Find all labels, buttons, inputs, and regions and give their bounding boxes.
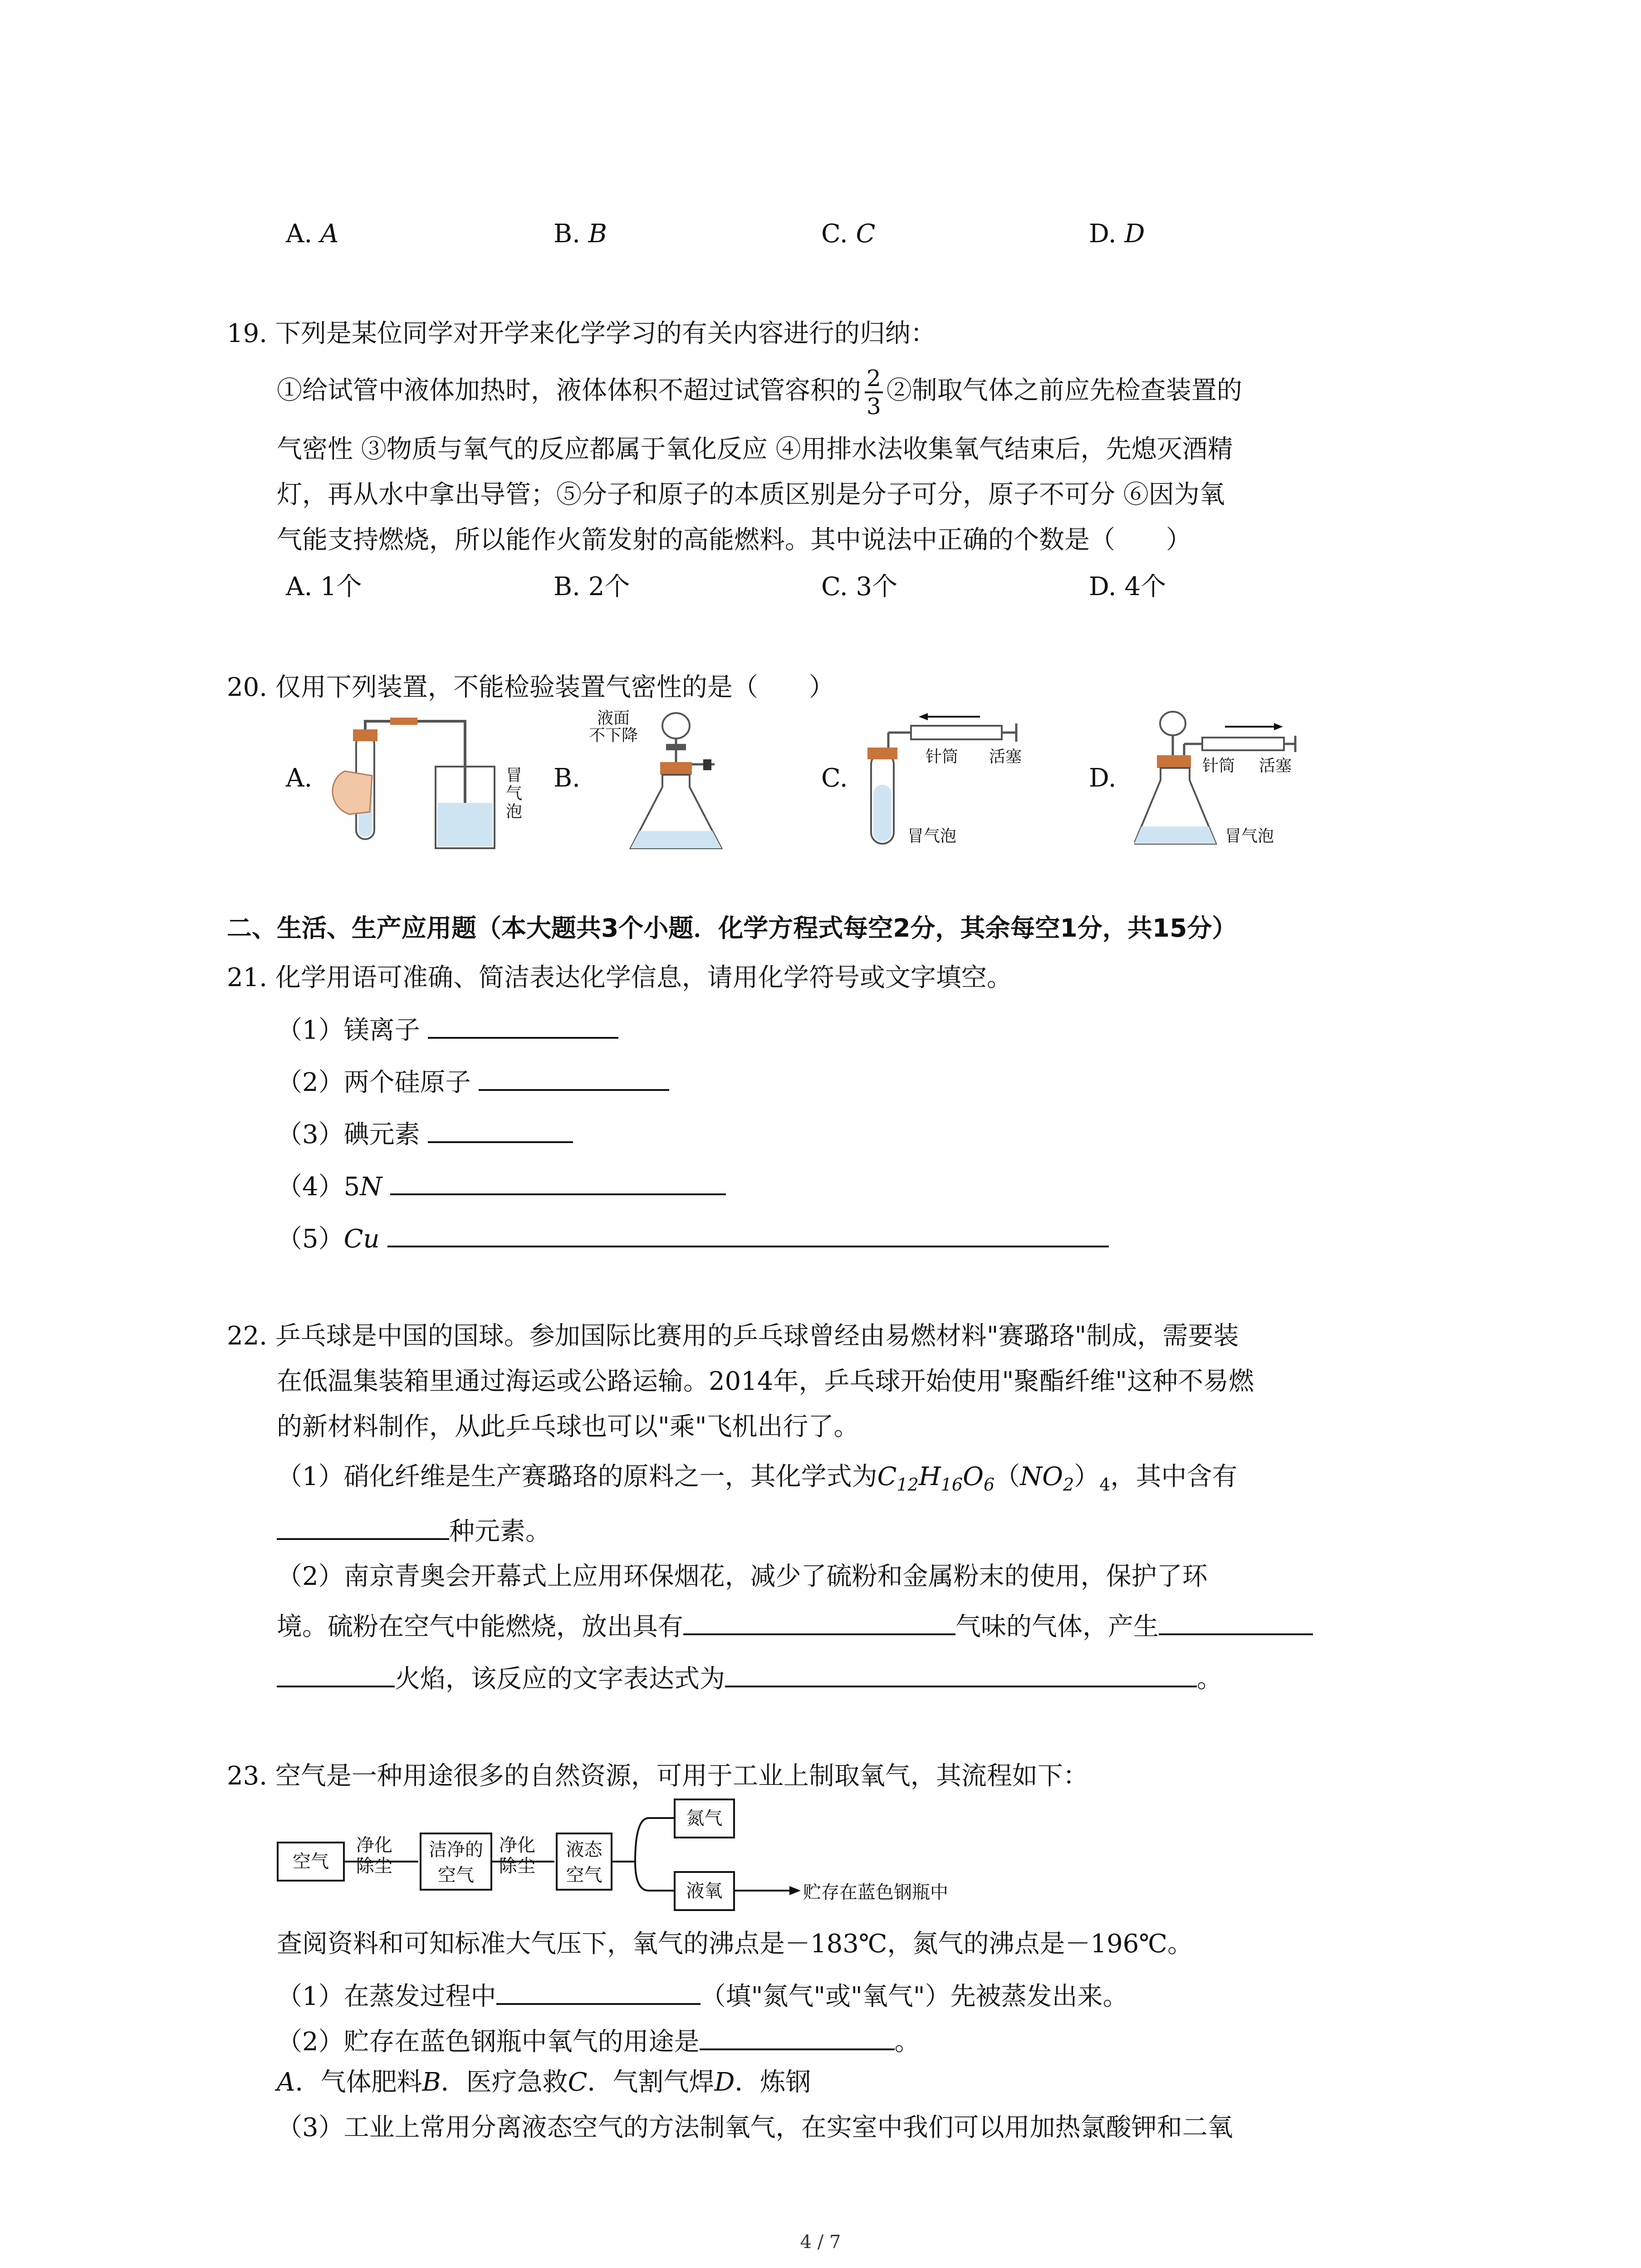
q19-option-d: D. 4个 xyxy=(1089,572,1166,601)
answer-blank[interactable] xyxy=(428,1012,618,1039)
q22-part2-line3: 火焰，该反应的文字表达式为 。 xyxy=(277,1660,1222,1696)
q22-part1: （1）硝化纤维是生产赛璐珞的原料之一，其化学式为$C_{12}H_{16}O_6(NO_2)_4$，其中含有 xyxy=(277,1462,1238,1495)
q21-item-5: （5）Cu xyxy=(277,1220,1109,1256)
fraction-two-thirds: $\frac{2}{3}$ xyxy=(865,365,883,420)
q23-stem: 23. 空气是一种用途很多的自然资源，可用于工业上制取氧气，其流程如下： xyxy=(227,1761,1088,1791)
apparatus-c-bubble-label: 冒气泡 xyxy=(907,827,957,846)
section-2-heading: 二、生活、生产应用题（本大题共3个小题．化学方程式每空2分，其余每空1分，共15分） xyxy=(227,914,1237,943)
q21-item-2: （2）两个硅原子 xyxy=(277,1064,669,1099)
q18-option-a: A. A xyxy=(286,219,339,249)
apparatus-a-caption: 冒 气 泡 xyxy=(506,766,523,821)
apparatus-d-image xyxy=(1134,708,1307,857)
q22-line1: 22. 乒乓球是中国的国球。参加国际比赛用的乒乓球曾经由易燃材料"赛璐珞"制成，需要装 xyxy=(227,1321,1239,1351)
q20-label-a: A. xyxy=(286,763,313,793)
q20-label-d: D. xyxy=(1089,763,1117,793)
flow-nitrogen-box: 氮气 xyxy=(674,1799,735,1838)
apparatus-d-plunger-label: 活塞 xyxy=(1259,757,1292,775)
q19-stem: 19. 下列是某位同学对开学来化学学习的有关内容进行的归纳： xyxy=(227,319,936,348)
page-number: 4 / 7 xyxy=(800,2232,841,2253)
q19-line4: 灯，再从水中拿出导管；⑤分子和原子的本质区别是分子可分，原子不可分 ⑥因为氧 xyxy=(277,480,1225,509)
flow-air-box: 空气 xyxy=(277,1842,345,1882)
q23-info: 查阅资料和可知标准大气压下，氧气的沸点是－183℃，氮气的沸点是－196℃。 xyxy=(277,1929,1193,1959)
q18-option-b: B. B xyxy=(554,219,607,249)
flow-step1-label: 净化 除尘 xyxy=(356,1835,392,1877)
q22-line3: 的新材料制作，从此乒乓球也可以"乘"飞机出行了。 xyxy=(277,1412,859,1442)
flow-step2-label: 净化 除尘 xyxy=(499,1835,535,1877)
answer-blank[interactable] xyxy=(700,2023,895,2050)
q23-options: A．气体肥料B．医疗急救C．气割气焊D．炼钢 xyxy=(277,2068,811,2097)
q21-item-3: （3）碘元素 xyxy=(277,1116,573,1151)
apparatus-d-syringe-label: 针筒 xyxy=(1202,757,1235,775)
answer-blank[interactable] xyxy=(428,1116,573,1143)
apparatus-a-image xyxy=(327,717,522,853)
q18-option-c: C. C xyxy=(821,219,876,249)
answer-blank[interactable] xyxy=(277,1660,395,1687)
apparatus-c-syringe-label: 针筒 xyxy=(926,748,959,766)
answer-blank[interactable] xyxy=(277,1513,449,1540)
q21-item-4: （4）5N xyxy=(277,1168,726,1203)
q22-part2-line1: （2）南京青奥会开幕式上应用环保烟花，减少了硫粉和金属粉末的使用，保护了环 xyxy=(277,1562,1208,1591)
answer-blank[interactable] xyxy=(496,1978,700,2005)
flow-liquid-air-box: 液态 空气 xyxy=(556,1833,612,1891)
q19-option-a: A. 1个 xyxy=(286,572,362,601)
q22-line2: 在低温集装箱里通过海运或公路运输。2014年，乒乓球开始使用"聚酯纤维"这种不易燃 xyxy=(277,1367,1254,1396)
chemical-formula: $C_{12}H_{16}O_6$ xyxy=(877,1462,995,1495)
apparatus-d-bubble-label: 冒气泡 xyxy=(1225,827,1274,846)
q19-option-c: C. 3个 xyxy=(821,572,898,601)
answer-blank[interactable] xyxy=(725,1660,1197,1687)
answer-blank[interactable] xyxy=(387,1220,1109,1247)
answer-blank[interactable] xyxy=(683,1608,955,1635)
q19-line3: 气密性 ③物质与氧气的反应都属于氧化反应 ④用排水法收集氧气结束后，先熄灭酒精 xyxy=(277,435,1233,464)
q21-stem: 21. 化学用语可准确、简洁表达化学信息，请用化学符号或文字填空。 xyxy=(227,963,1012,992)
q18-option-d: D. D xyxy=(1089,219,1145,249)
flow-clean-air-box: 洁净的 空气 xyxy=(420,1833,492,1891)
flow-arrows xyxy=(272,1792,817,1919)
answer-blank[interactable] xyxy=(390,1168,726,1195)
flow-lox-box: 液氧 xyxy=(674,1871,735,1911)
q23-part2: （2）贮存在蓝色钢瓶中氧气的用途是 。 xyxy=(277,2023,920,2058)
answer-blank[interactable] xyxy=(1159,1608,1313,1635)
q21-item-1: （1）镁离子 xyxy=(277,1012,618,1047)
q20-label-c: C. xyxy=(821,763,848,793)
q19-line5: 气能支持燃烧，所以能作火箭发射的高能燃料。其中说法中正确的个数是（ ） xyxy=(277,525,1191,555)
q19-option-b: B. 2个 xyxy=(554,572,630,601)
flow-store-label: 贮存在蓝色钢瓶中 xyxy=(803,1882,948,1903)
q20-stem: 20. 仅用下列装置，不能检验装置气密性的是（ ） xyxy=(227,673,834,702)
q23-part3: （3）工业上常用分离液态空气的方法制氧气，在实室中我们可以用加热氯酸钾和二氧 xyxy=(277,2113,1233,2142)
q20-label-b: B. xyxy=(554,763,580,793)
q19-line2: ①给试管中液体加热时，液体体积不超过试管容积的 $\frac{2}{3}$ ②制取气体之前应先检查装置的 xyxy=(277,365,1242,420)
apparatus-b-caption: 液面 不下降 xyxy=(589,709,638,745)
apparatus-b-image xyxy=(617,712,767,862)
answer-blank[interactable] xyxy=(479,1064,669,1091)
q22-part2-line2: 境。硫粉在空气中能燃烧，放出具有 气味的气体，产生 xyxy=(277,1608,1313,1643)
q22-part1-cont: 种元素。 xyxy=(277,1513,551,1548)
q23-part1: （1）在蒸发过程中 （填"氮气"或"氧气"）先被蒸发出来。 xyxy=(277,1978,1128,2013)
apparatus-c-plunger-label: 活塞 xyxy=(989,748,1022,766)
